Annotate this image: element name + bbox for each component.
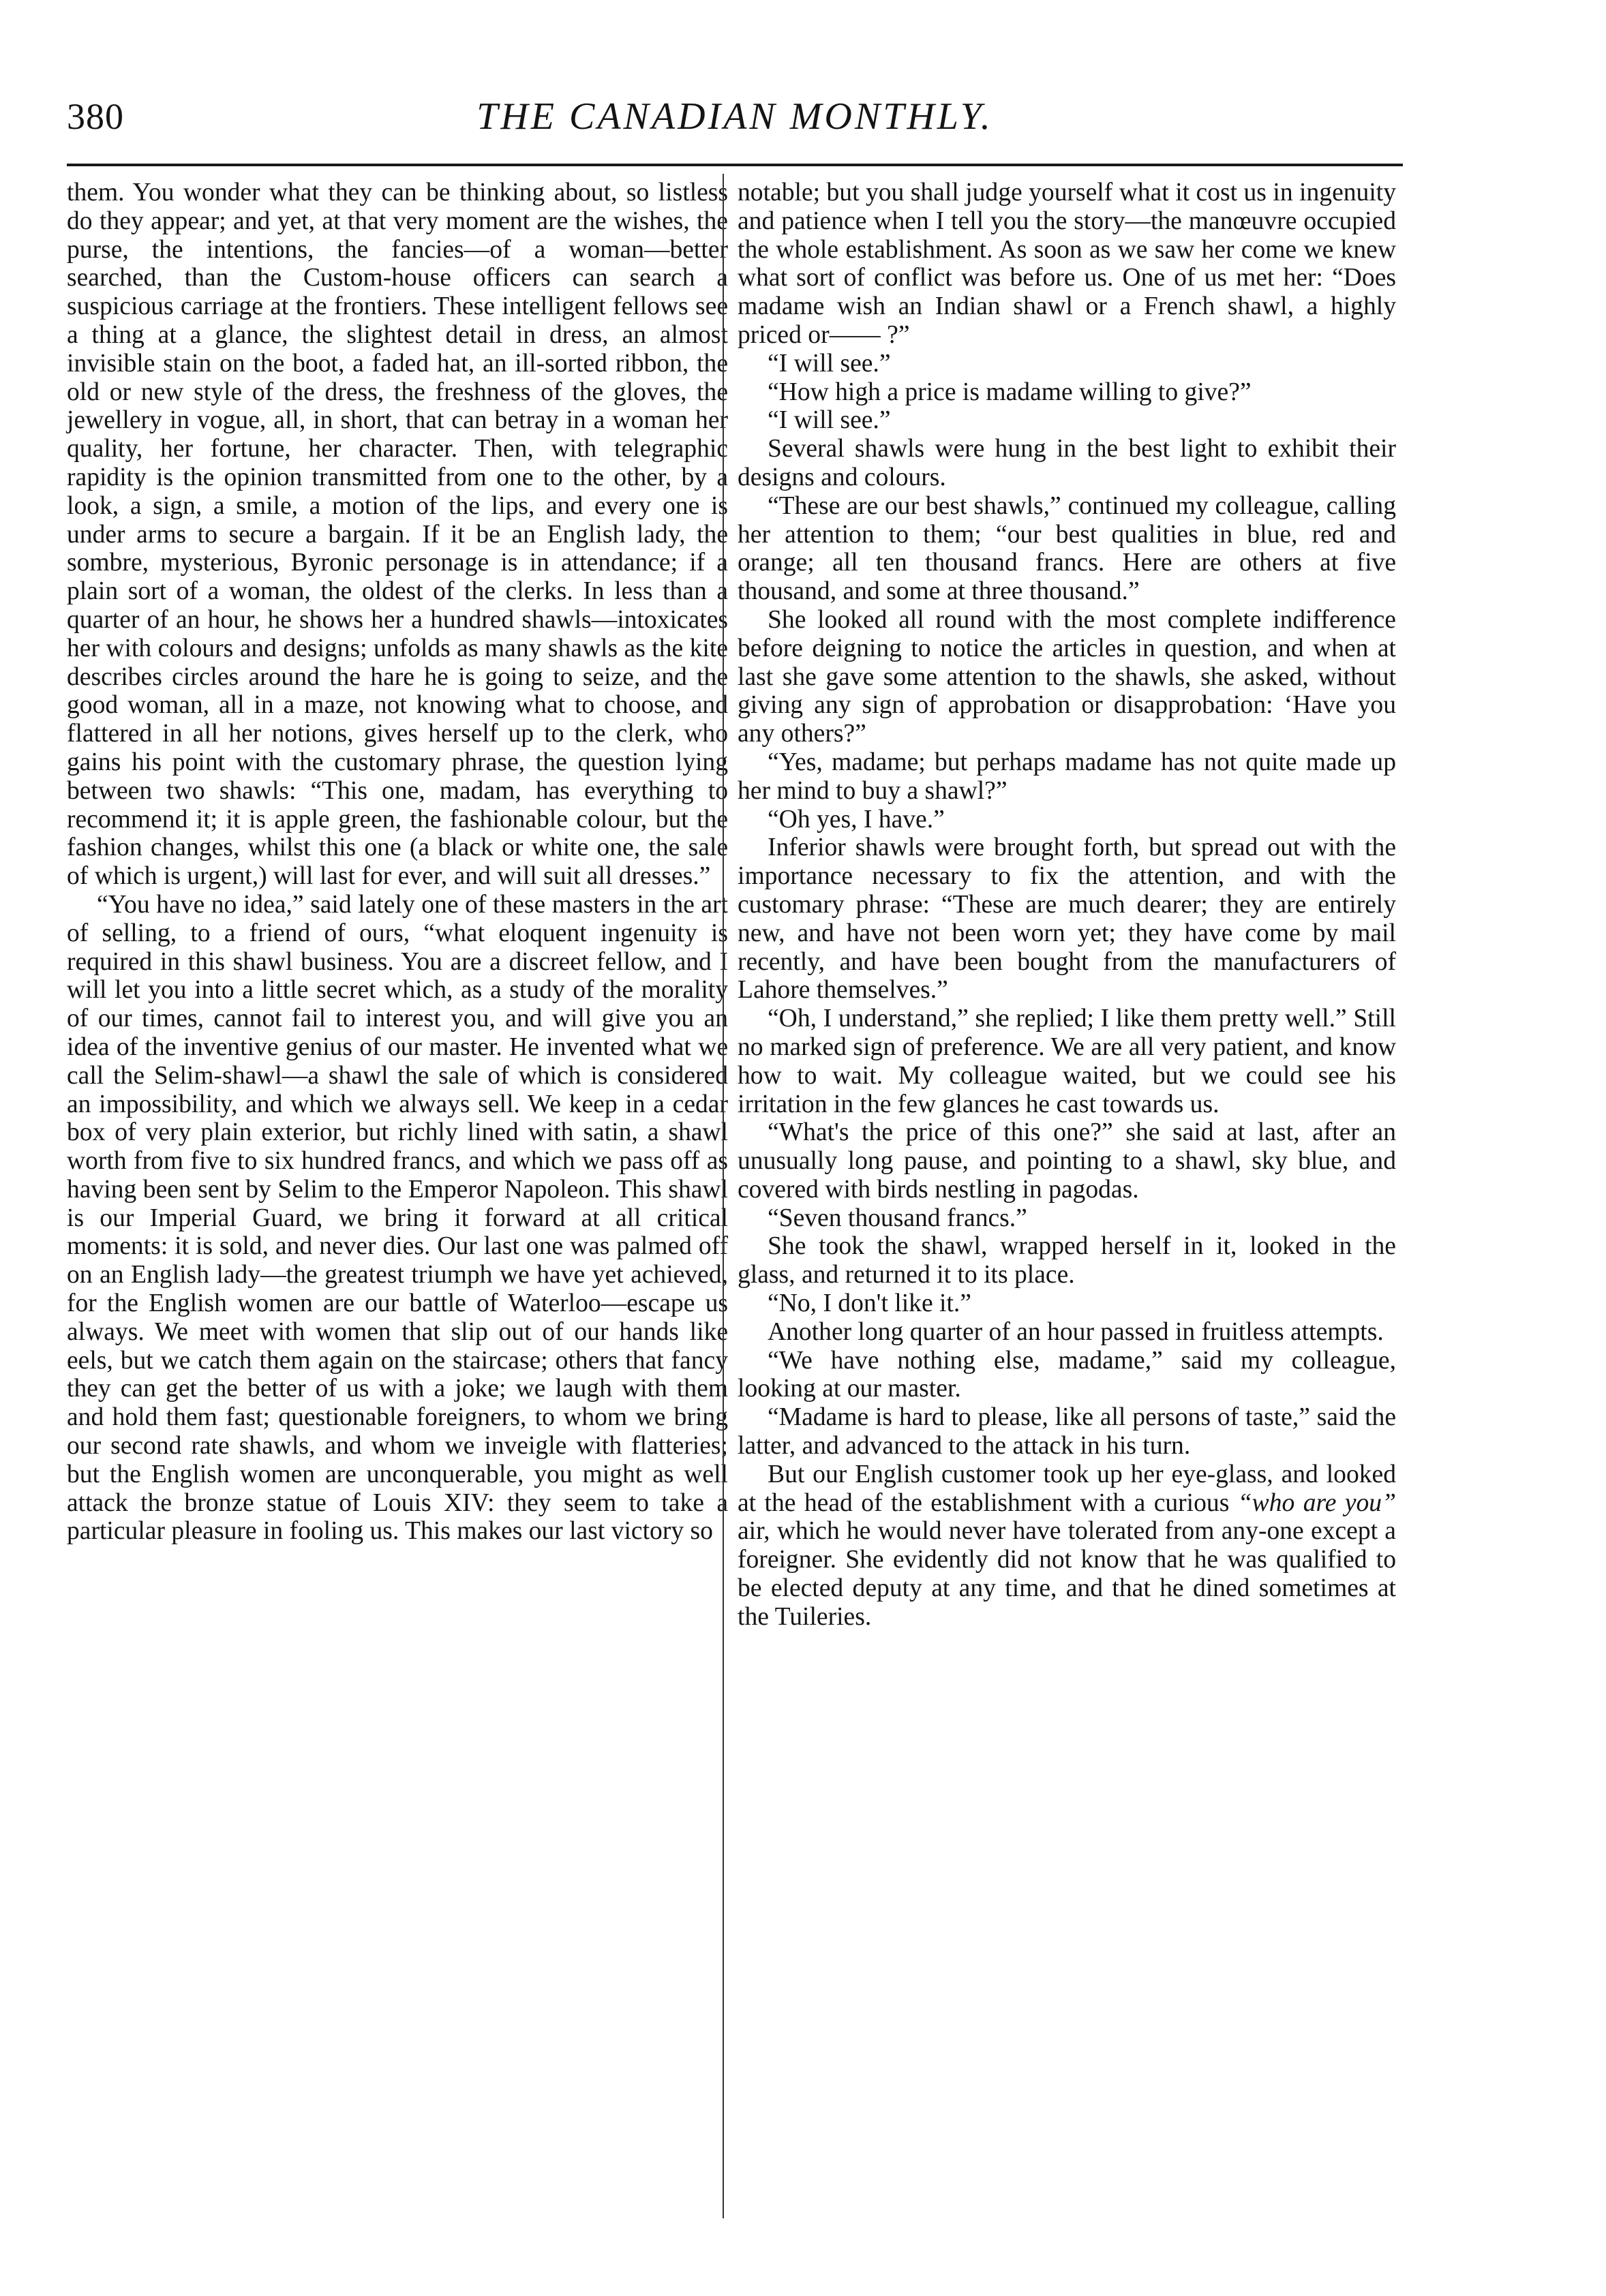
paragraph: “Oh, I understand,” she replied; I like them pretty well.” Still no marked sign of preference. We are all very patient, and know how to wait. My colleague waited, but we could see his irritation in the few glances he cast towards us. — [738, 1005, 1396, 1118]
paragraph: notable; but you shall judge yourself what it cost us in ingenuity and patience when I tell you the story—the manœuvre occupied the whole establishment. As soon as we saw her come we knew what sort of conflict was before us. One of us met her: “Does madame wish an Indian shawl or a French shawl, a highly priced or—— ?” — [738, 179, 1396, 349]
column-divider — [723, 174, 724, 2218]
paragraph: She took the shawl, wrapped herself in it, looked in the glass, and returned it to its place. — [738, 1232, 1396, 1289]
paragraph: Several shawls were hung in the best light to exhibit their designs and colours. — [738, 435, 1396, 491]
paragraph: “We have nothing else, madame,” said my colleague, looking at our master. — [738, 1346, 1396, 1403]
paragraph: “Seven thousand francs.” — [768, 1204, 1027, 1232]
paragraph: “I will see.” — [768, 406, 891, 435]
paragraph: She looked all round with the most complete indifference before deigning to notice the articles in question, and when at last she gave some attention to the shawls, she asked, without giving any sign of approbation or disapprobation: ‘Have you any others?” — [738, 605, 1396, 748]
paragraph: “How high a price is madame willing to give?” — [768, 378, 1252, 406]
paragraph — [738, 1460, 1396, 1632]
left-column — [67, 179, 728, 1546]
page-header — [67, 93, 1403, 154]
text-run: But our English customer took up her eye-glass, and looked at the head of the establishment with a curious — [738, 1460, 1396, 1517]
paragraph: “Madame is hard to please, like all persons of taste,” said the latter, and advanced to the attack in his turn. — [738, 1403, 1396, 1460]
paragraph: them. You wonder what they can be thinking about, so listless do they appear; and yet, at that very moment are the wishes, the purse, the intentions, the fancies—of a woman—better searched, than the Custom-house officers can search a suspicious carriage at the frontiers. These intelligent fellows see a thing at a glance, the slightest detail in dress, an almost invisible stain on the boot, a faded hat, an ill-sorted ribbon, the old or new style of the dress, the freshness of the gloves, the jewellery in vogue, all, in short, that can betray in a woman her quality, her fortune, her character. Then, with telegraphic rapidity is the opinion transmitted from one to the other, by a look, a sign, a smile, a motion of the lips, and every one is under arms to secure a bargain. If it be an English lady, the sombre, mysterious, Byronic personage is in attendance; if a plain sort of a woman, the oldest of the clerks. In less than a quarter of an hour, he shows her a hundred shawls—intoxicates her with colours and designs; unfolds as many shawls as the kite describes circles around the hare he is going to seize, and the good woman, all in a maze, not knowing what to choose, and flattered in all her notions, gives herself up to the clerk, who gains his point with the customary phrase, the question lying between two shawls: “This one, madam, has everything to recommend it; it is apple green, the fashionable colour, but the fashion changes, whilst this one (a black or white one, the sale of which is urgent,) will last for ever, and will suit all dresses.” — [67, 179, 728, 891]
paragraph: “No, I don't like it.” — [768, 1289, 971, 1318]
paragraph: “Oh yes, I have.” — [768, 805, 945, 833]
header-rule — [67, 164, 1403, 166]
italic-phrase: “who are you” — [1237, 1488, 1396, 1517]
page-number: 380 — [67, 96, 124, 137]
text-run: air, which he would never have tolerated from any-one except a foreigner. She evidently did not know that he was qualified to be elected deputy at any time, and that he dined sometimes at the Tuileries. — [738, 1517, 1396, 1631]
paragraph: “What's the price of this one?” she said at last, after an unusually long pause, and pointing to a shawl, sky blue, and covered with birds nestling in pagodas. — [738, 1118, 1396, 1204]
paragraph: Inferior shawls were brought forth, but spread out with the importance necessary to fix the attention, and with the customary phrase: “These are much dearer; they are entirely new, and have not been worn yet; they have come by mail recently, and have been bought from the manufacturers of Lahore themselves.” — [738, 833, 1396, 1005]
right-column — [738, 179, 1396, 1632]
paragraph: Another long quarter of an hour passed in fruitless attempts. — [768, 1317, 1384, 1346]
paragraph: “I will see.” — [768, 349, 891, 378]
paragraph: “You have no idea,” said lately one of these masters in the art of selling, to a friend of ours, “what eloquent ingenuity is required in this shawl business. You are a discreet fellow, and I will let you into a little secret which, as a study of the morality of our times, cannot fail to interest you, and will give you an idea of the inventive genius of our master. He invented what we call the Selim-shawl—a shawl the sale of which is considered an impossibility, and which we always sell. We keep in a cedar box of very plain exterior, but richly lined with satin, a shawl worth from five to six hundred francs, and which we pass off as having been sent by Selim to the Emperor Napoleon. This shawl is our Imperial Guard, we bring it forward at all critical moments: it is sold, and never dies. Our last one was palmed off on an English lady—the greatest triumph we have yet achieved, for the English women are our battle of Waterloo—escape us always. We meet with women that slip out of our hands like eels, but we catch them again on the staircase; others that fancy they can get the better of us with a joke; we laugh with them and hold them fast; questionable foreigners, to whom we bring our second rate shawls, and whom we inveigle with flatteries; but the English women are unconquerable, you might as well attack the bronze statue of Louis XIV: they seem to take a particular pleasure in fooling us. This makes our last victory so — [67, 890, 728, 1546]
running-title: THE CANADIAN MONTHLY. — [476, 95, 993, 138]
paragraph: “These are our best shawls,” continued my colleague, calling her attention to them; “our best qualities in blue, red and orange; all ten thousand francs. Here are others at five thousand, and some at three thousand.” — [738, 491, 1396, 606]
paragraph: “Yes, madame; but perhaps madame has not quite made up her mind to buy a shawl?” — [738, 748, 1396, 805]
